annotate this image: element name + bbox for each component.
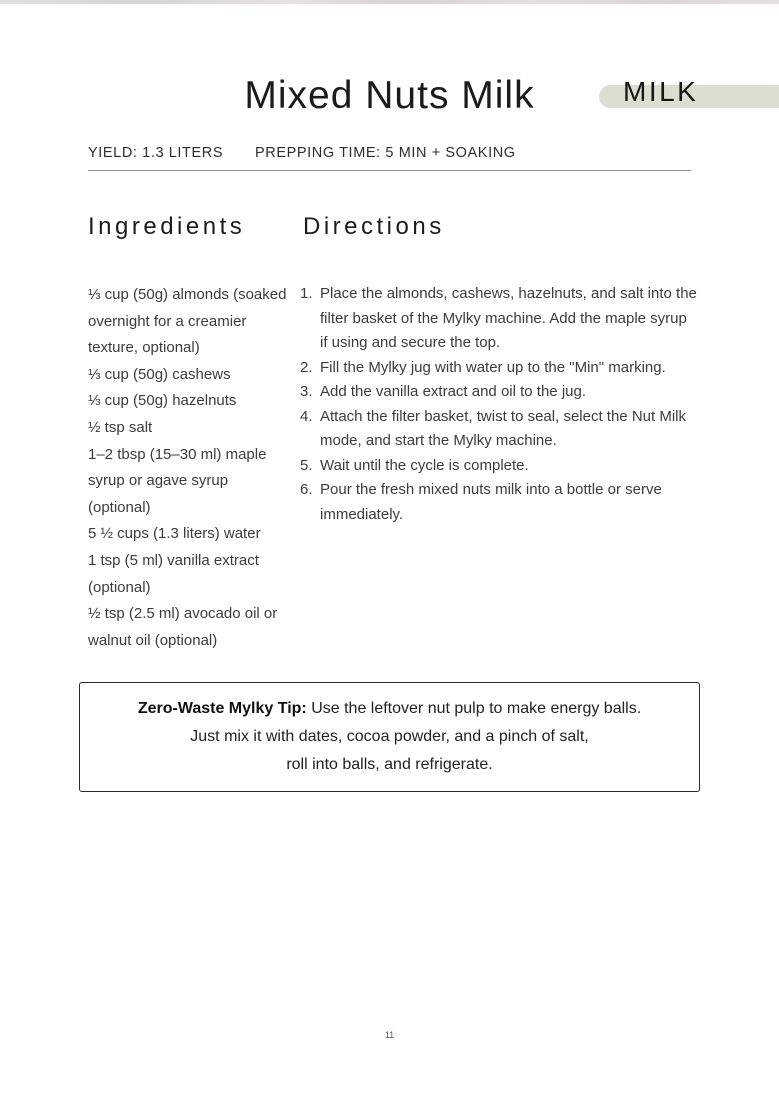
- direction-step: Add the vanilla extract and oil to the jug.: [320, 383, 587, 400]
- direction-step: Attach the filter basket, twist to seal, select the Nut Milk mode, and start the Mylky machine.: [320, 407, 686, 449]
- header-divider: [88, 170, 691, 171]
- page-number: 11: [384, 1030, 395, 1040]
- page-top-photo-edge: [0, 0, 779, 4]
- tip-line-1: [80, 695, 699, 723]
- recipe-title: Mixed Nuts Milk: [244, 74, 535, 117]
- yield-label: YIELD: 1.3 LITERS: [88, 145, 224, 161]
- recipe-body: [88, 213, 703, 654]
- ingredient-item: ⅓ cup (50g) cashews: [88, 365, 231, 383]
- recipe-meta-row: [88, 145, 516, 161]
- ingredient-item: 1 tsp (5 ml) vanilla extract (optional): [88, 551, 259, 596]
- ingredients-section: [88, 213, 303, 654]
- ingredients-heading: Ingredients: [88, 213, 246, 240]
- directions-list: [303, 282, 698, 527]
- ingredient-item: 5 ½ cups (1.3 liters) water: [88, 525, 261, 543]
- category-badge-label: MILK: [623, 76, 699, 107]
- ingredient-item: ½ tsp salt: [88, 418, 153, 436]
- category-badge: [599, 76, 779, 108]
- direction-step: Fill the Mylky jug with water up to the "Min" marking.: [320, 358, 666, 376]
- directions-section: [303, 213, 703, 654]
- tip-bold-label: Zero-Waste Mylky Tip:: [137, 700, 307, 717]
- direction-step: Place the almonds, cashews, hazelnuts, and salt into the filter basket of the Mylky machine. Add the maple syrup if using and secure the top.: [320, 285, 697, 351]
- ingredients-list: [88, 282, 293, 654]
- ingredient-item: ⅓ cup (50g) almonds (soaked overnight for a creamier texture, optional): [88, 286, 287, 357]
- directions-heading: Directions: [303, 213, 445, 240]
- tip-line-2: Just mix it with dates, cocoa powder, and a pinch of salt,: [190, 728, 589, 745]
- tip-line-1-text: Use the leftover nut pulp to make energy balls.: [306, 700, 642, 717]
- zero-waste-tip-box: [79, 682, 700, 792]
- prep-time-label: PREPPING TIME: 5 MIN + SOAKING: [255, 145, 516, 161]
- ingredient-item: ½ tsp (2.5 ml) avocado oil or walnut oil (optional): [88, 605, 278, 649]
- ingredient-item: 1–2 tbsp (15–30 ml) maple syrup or agave syrup (optional): [88, 445, 267, 516]
- direction-step: Pour the fresh mixed nuts milk into a bottle or serve immediately.: [320, 481, 662, 523]
- tip-line-3: roll into balls, and refrigerate.: [286, 756, 493, 773]
- ingredient-item: ⅓ cup (50g) hazelnuts: [88, 392, 237, 410]
- direction-step: Wait until the cycle is complete.: [320, 456, 529, 474]
